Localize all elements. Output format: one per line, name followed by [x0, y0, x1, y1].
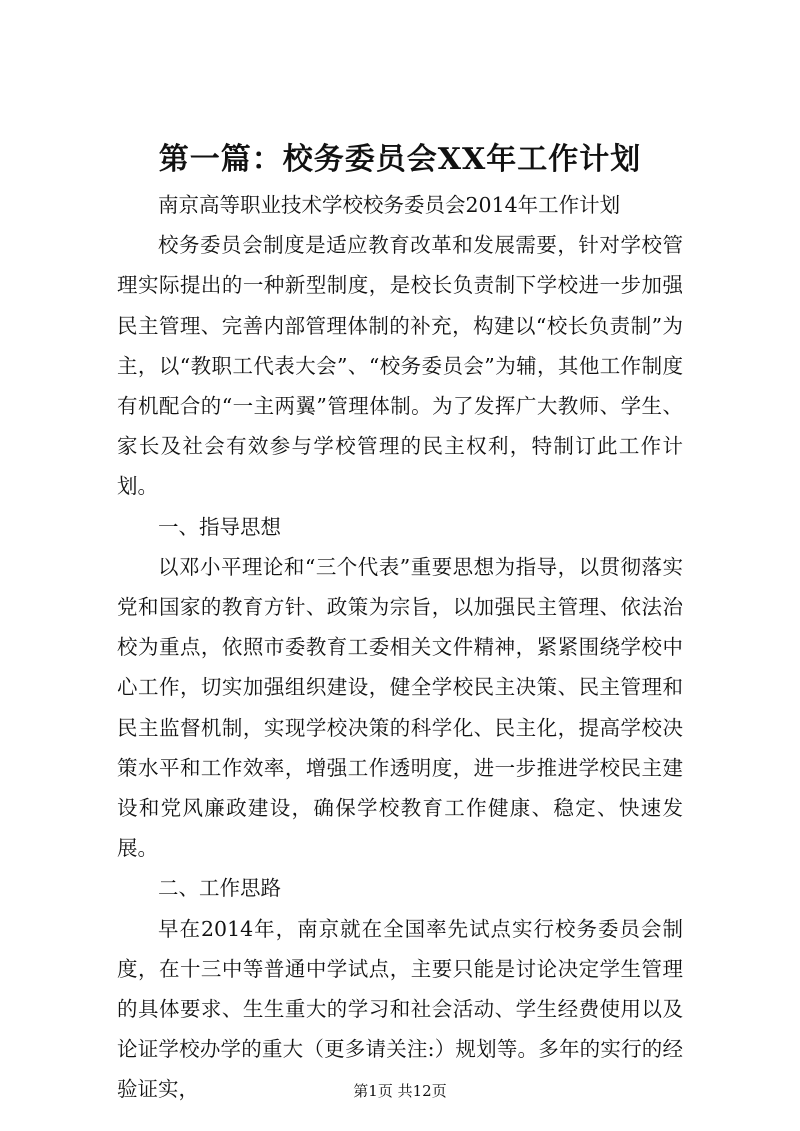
document-title: 第一篇：校务委员会XX年工作计划 — [158, 142, 642, 177]
guiding-ideology-paragraph: 以邓小平理论和“三个代表”重要思想为指导，以贯彻落实党和国家的教育方针、政策为宗旨，以加强民主管理、依法治校为重点，依照市委教育工委相关文件精神，紧紧围绕学校中心工作，切实加强组织建设，健全学校民主决策、民主管理和民主监督机制，实现学校决策的科学化、民主化，提高学校决策水平和工作效率，增强工作透明度，进一步推进学校民主建设和党风廉政建设，确保学校教育工作健康、稳定、快速发展。 — [117, 554, 683, 861]
work-approach-paragraph: 早在2014年，南京就在全国率先试点实行校务委员会制度，在十三中等普通中学试点，主要只能是讨论决定学生管理的具体要求、生生重大的学习和社会活动、学生经费使用以及论证学校办学的重大（更多请关注:）规划等。多年的实行的经验证实， — [117, 916, 683, 1102]
intro-paragraph: 校务委员会制度是适应教育改革和发展需要，针对学校管理实际提出的一种新型制度，是校长负责制下学校进一步加强民主管理、完善内部管理体制的补充，构建以“校长负责制”为主，以“教职工代表大会”、“校务委员会”为辅，其他工作制度有机配合的“一主两翼”管理体制。为了发挥广大教师、学生、家长及社会有效参与学校管理的民主权利，特制订此工作计划。 — [117, 233, 683, 499]
page-number-footer: 第1页 共12页 — [353, 1082, 447, 1100]
document-body — [117, 185, 683, 1110]
subtitle-paragraph: 南京高等职业技术学校校务委员会2014年工作计划 — [158, 193, 621, 217]
section-heading-guiding-ideology: 一、指导思想 — [158, 514, 281, 539]
section-heading-work-approach: 二、工作思路 — [158, 876, 281, 901]
